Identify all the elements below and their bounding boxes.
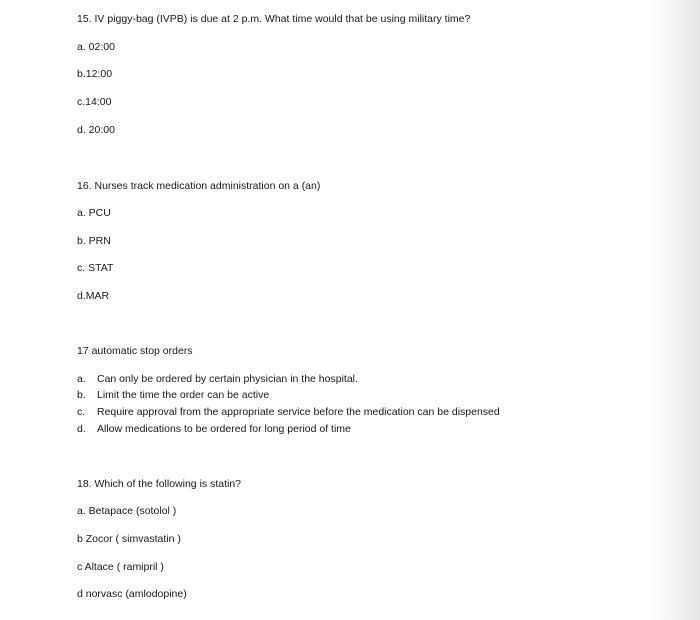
question-15: 15. IV piggy-bag (IVPB) is due at 2 p.m. What time would that be using military time? <box>77 13 471 25</box>
q18-option-a: a. Betapace (sotolol ) <box>77 505 177 517</box>
q18-option-c: c Altace ( ramipril ) <box>77 561 164 573</box>
q15-option-c: c.14:00 <box>77 96 112 108</box>
q17-option-c <box>77 406 500 419</box>
q15-option-d: d. 20:00 <box>77 124 115 136</box>
q17-option-c-label: c. <box>77 406 86 418</box>
q15-option-b: b.12:00 <box>77 68 113 80</box>
q16-option-d: d.MAR <box>77 290 110 302</box>
question-16: 16. Nurses track medication administration on a (an) <box>77 180 321 192</box>
q16-option-a: a. PCU <box>77 207 111 219</box>
q17-option-d <box>77 423 351 436</box>
q17-option-b-label: b. <box>77 389 86 401</box>
q17-option-d-label: d. <box>77 423 86 435</box>
question-18: 18. Which of the following is statin? <box>77 478 242 490</box>
q17-option-b-text: Limit the time the order can be active <box>97 389 270 401</box>
q17-option-c-text: Require approval from the appropriate service before the medication can be dispensed <box>97 406 500 418</box>
q15-option-a: a. 02:00 <box>77 41 115 53</box>
q17-option-a <box>77 373 358 386</box>
q16-option-b: b. PRN <box>77 235 111 247</box>
q18-option-b: b Zocor ( simvastatin ) <box>77 533 181 545</box>
question-17: 17 automatic stop orders <box>77 345 193 357</box>
q17-option-d-text: Allow medications to be ordered for long period of time <box>97 423 351 435</box>
q17-option-a-label: a. <box>77 373 86 385</box>
q16-option-c: c. STAT <box>77 262 114 274</box>
q17-option-b <box>77 389 269 402</box>
q18-option-d: d norvasc (amlodopine) <box>77 588 187 600</box>
q17-option-a-text: Can only be ordered by certain physician in the hospital. <box>97 373 358 385</box>
